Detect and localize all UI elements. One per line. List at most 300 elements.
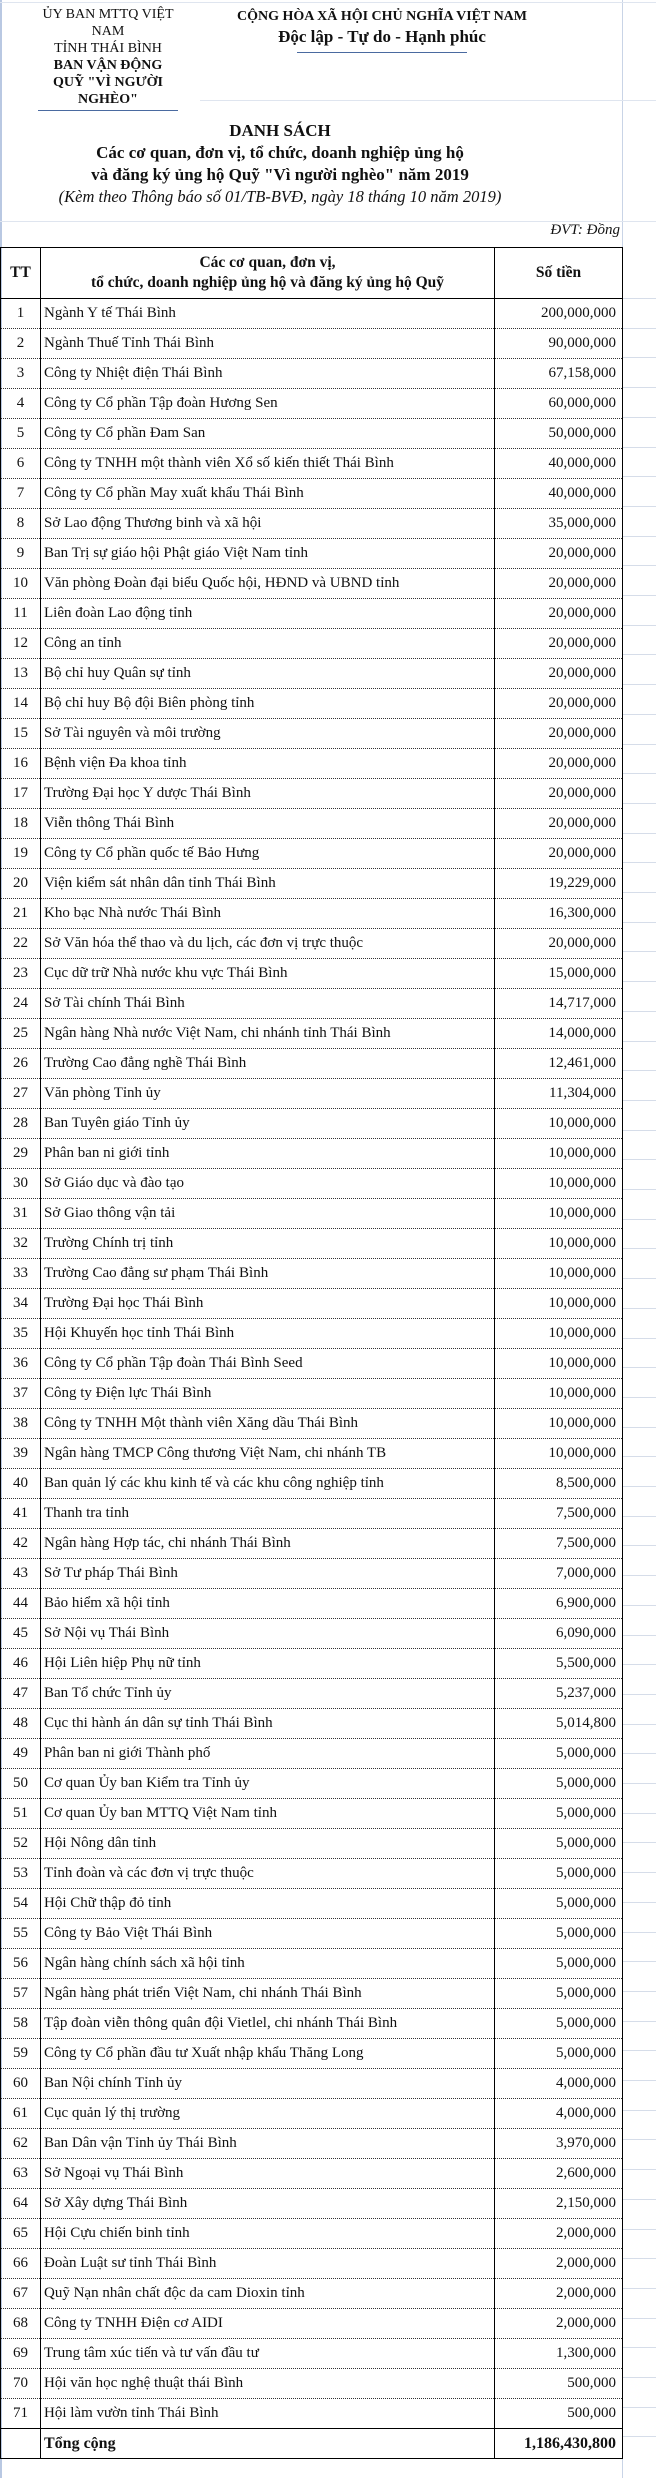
row-number: 61 xyxy=(1,2099,41,2129)
grid-hline xyxy=(622,1189,656,1190)
grid-hline xyxy=(622,2199,656,2200)
organization-name: Công an tỉnh xyxy=(41,629,495,659)
donation-amount: 20,000,000 xyxy=(495,539,623,569)
row-number: 27 xyxy=(1,1079,41,1109)
donation-amount: 67,158,000 xyxy=(495,359,623,389)
donation-amount: 20,000,000 xyxy=(495,839,623,869)
row-number: 68 xyxy=(1,2309,41,2339)
org-line-2: TỈNH THÁI BÌNH xyxy=(54,41,162,56)
donation-amount: 14,000,000 xyxy=(495,1019,623,1049)
donation-amount: 10,000,000 xyxy=(495,1229,623,1259)
table-row xyxy=(1,1409,623,1439)
document-title: DANH SÁCH xyxy=(229,121,331,140)
row-number: 18 xyxy=(1,809,41,839)
row-number: 20 xyxy=(1,869,41,899)
donation-amount: 10,000,000 xyxy=(495,1439,623,1469)
donation-amount: 10,000,000 xyxy=(495,1259,623,1289)
organization-name: Trường Cao đẳng nghề Thái Bình xyxy=(41,1049,495,1079)
column-header-name xyxy=(41,248,495,299)
organization-name: Công ty Cổ phần Tập đoàn Thái Bình Seed xyxy=(41,1349,495,1379)
grid-hline xyxy=(622,1961,656,1962)
grid-hline xyxy=(622,357,656,358)
table-row xyxy=(1,329,623,359)
table-row xyxy=(1,1169,623,1199)
row-number: 9 xyxy=(1,539,41,569)
donation-amount: 2,600,000 xyxy=(495,2159,623,2189)
organization-name: Ngân hàng phát triển Việt Nam, chi nhánh Thái Bình xyxy=(41,1979,495,2009)
donation-amount: 6,090,000 xyxy=(495,1619,623,1649)
currency-unit-label: ĐVT: Đồng xyxy=(550,222,620,238)
organization-name: Sở Nội vụ Thái Bình xyxy=(41,1619,495,1649)
donation-amount: 500,000 xyxy=(495,2369,623,2399)
donation-amount: 20,000,000 xyxy=(495,659,623,689)
organization-name: Ban Trị sự giáo hội Phật giáo Việt Nam tỉnh xyxy=(41,539,495,569)
donation-amount: 5,000,000 xyxy=(495,2009,623,2039)
grid-hline xyxy=(622,1545,656,1546)
national-header xyxy=(232,8,532,53)
row-number: 32 xyxy=(1,1229,41,1259)
table-row xyxy=(1,479,623,509)
donation-amount: 6,900,000 xyxy=(495,1589,623,1619)
row-number: 12 xyxy=(1,629,41,659)
organization-name: Sở Tài chính Thái Bình xyxy=(41,989,495,1019)
row-number: 64 xyxy=(1,2189,41,2219)
donation-amount: 12,461,000 xyxy=(495,1049,623,1079)
organization-name: Ban quản lý các khu kinh tế và các khu công nghiệp tỉnh xyxy=(41,1469,495,1499)
grid-hline xyxy=(622,2436,656,2437)
donation-amount: 500,000 xyxy=(495,2399,623,2429)
donation-amount: 5,000,000 xyxy=(495,2039,623,2069)
organization-name: Ngân hàng Nhà nước Việt Nam, chi nhánh tỉnh Thái Bình xyxy=(41,1019,495,1049)
row-number: 13 xyxy=(1,659,41,689)
row-number: 25 xyxy=(1,1019,41,1049)
donation-amount: 5,000,000 xyxy=(495,1769,623,1799)
donation-amount: 20,000,000 xyxy=(495,629,623,659)
table-row xyxy=(1,1469,623,1499)
row-number: 69 xyxy=(1,2339,41,2369)
row-number: 24 xyxy=(1,989,41,1019)
table-row xyxy=(1,1859,623,1889)
donation-amount: 20,000,000 xyxy=(495,719,623,749)
donation-amount: 11,304,000 xyxy=(495,1079,623,1109)
row-number: 60 xyxy=(1,2069,41,2099)
table-row xyxy=(1,2129,623,2159)
row-number: 10 xyxy=(1,569,41,599)
table-row xyxy=(1,1799,623,1829)
organization-name: Ngành Thuế Tỉnh Thái Bình xyxy=(41,329,495,359)
organization-name: Bệnh viện Đa khoa tỉnh xyxy=(41,749,495,779)
table-row xyxy=(1,1979,623,2009)
organization-name: Liên đoàn Lao động tỉnh xyxy=(41,599,495,629)
table-row xyxy=(1,719,623,749)
organization-name: Bộ chỉ huy Bộ đội Biên phòng tỉnh xyxy=(41,689,495,719)
row-number: 59 xyxy=(1,2039,41,2069)
row-number: 42 xyxy=(1,1529,41,1559)
grid-hline xyxy=(622,1575,656,1576)
document-reference-note: (Kèm theo Thông báo số 01/TB-BVĐ, ngày 18 tháng 10 năm 2019) xyxy=(58,187,502,206)
grid-hline xyxy=(622,1664,656,1665)
organization-name: Sở Tư pháp Thái Bình xyxy=(41,1559,495,1589)
table-row xyxy=(1,299,623,329)
donation-amount: 15,000,000 xyxy=(495,959,623,989)
row-number: 62 xyxy=(1,2129,41,2159)
donation-amount: 40,000,000 xyxy=(495,449,623,479)
organization-name: Cơ quan Ủy ban MTTQ Việt Nam tỉnh xyxy=(41,1799,495,1829)
table-row xyxy=(1,2009,623,2039)
column-header-amount: Số tiền xyxy=(495,248,623,299)
row-number: 63 xyxy=(1,2159,41,2189)
donation-amount: 10,000,000 xyxy=(495,1349,623,1379)
table-row xyxy=(1,1919,623,1949)
table-row xyxy=(1,2219,623,2249)
grid-hline xyxy=(622,1991,656,1992)
donation-amount: 3,970,000 xyxy=(495,2129,623,2159)
table-row xyxy=(1,1829,623,1859)
table-row xyxy=(1,1109,623,1139)
table-row xyxy=(1,1619,623,1649)
grid-hline xyxy=(622,2318,656,2319)
table-row xyxy=(1,929,623,959)
row-number: 50 xyxy=(1,1769,41,1799)
donation-amount: 2,000,000 xyxy=(495,2279,623,2309)
row-number: 4 xyxy=(1,389,41,419)
organization-name: Sở Lao động Thương binh và xã hội xyxy=(41,509,495,539)
grid-hline xyxy=(622,447,656,448)
table-row xyxy=(1,2099,623,2129)
grid-hline xyxy=(622,1724,656,1725)
row-number: 19 xyxy=(1,839,41,869)
donation-amount: 10,000,000 xyxy=(495,1139,623,1169)
org-line-1: ỦY BAN MTTQ VIỆT NAM xyxy=(42,7,174,39)
table-row xyxy=(1,2279,623,2309)
donation-amount: 90,000,000 xyxy=(495,329,623,359)
table-row xyxy=(1,839,623,869)
row-number: 11 xyxy=(1,599,41,629)
national-motto: Độc lập - Tự do - Hạnh phúc xyxy=(278,27,486,46)
table-row xyxy=(1,1739,623,1769)
grid-hline xyxy=(622,833,656,834)
row-number: 55 xyxy=(1,1919,41,1949)
table-row xyxy=(1,1079,623,1109)
grid-hline xyxy=(622,536,656,537)
grid-hline xyxy=(622,1842,656,1843)
organization-name: Hội Khuyến học tỉnh Thái Bình xyxy=(41,1319,495,1349)
grid-hline xyxy=(622,1902,656,1903)
total-label: Tổng cộng xyxy=(41,2429,495,2459)
organization-name: Sở Tài nguyên và môi trường xyxy=(41,719,495,749)
donation-amount: 4,000,000 xyxy=(495,2069,623,2099)
motto-underline xyxy=(297,52,467,53)
row-number: 46 xyxy=(1,1649,41,1679)
table-row xyxy=(1,1949,623,1979)
row-number: 23 xyxy=(1,959,41,989)
organization-name: Ngân hàng chính sách xã hội tỉnh xyxy=(41,1949,495,1979)
donation-amount: 19,229,000 xyxy=(495,869,623,899)
organization-name: Công ty Cổ phần đầu tư Xuất nhập khẩu Thăng Long xyxy=(41,2039,495,2069)
table-row xyxy=(1,1709,623,1739)
grid-hline xyxy=(622,1159,656,1160)
row-number: 39 xyxy=(1,1439,41,1469)
table-row xyxy=(1,2069,623,2099)
table-row xyxy=(1,899,623,929)
grid-hline xyxy=(622,1219,656,1220)
organization-name: Trường Cao đẳng sư phạm Thái Bình xyxy=(41,1259,495,1289)
organization-name: Viễn thông Thái Bình xyxy=(41,809,495,839)
table-row xyxy=(1,599,623,629)
grid-hline xyxy=(622,744,656,745)
org-line-4: QUỸ "VÌ NGƯỜI NGHÈO" xyxy=(53,75,163,107)
grid-hline xyxy=(622,417,656,418)
row-number: 31 xyxy=(1,1199,41,1229)
table-row xyxy=(1,569,623,599)
table-row xyxy=(1,2309,623,2339)
grid-hline xyxy=(622,1516,656,1517)
grid-hline xyxy=(622,1278,656,1279)
table-row xyxy=(1,1319,623,1349)
organization-name: Cơ quan Ủy ban Kiểm tra Tỉnh ủy xyxy=(41,1769,495,1799)
grid-hline xyxy=(622,2050,656,2051)
donation-amount: 2,000,000 xyxy=(495,2219,623,2249)
table-row xyxy=(1,1589,623,1619)
table-row xyxy=(1,1769,623,1799)
organization-name: Cục dữ trữ Nhà nước khu vực Thái Bình xyxy=(41,959,495,989)
organization-name: Ban Tổ chức Tỉnh ủy xyxy=(41,1679,495,1709)
organization-name: Văn phòng Tỉnh ủy xyxy=(41,1079,495,1109)
table-row xyxy=(1,389,623,419)
organization-name: Công ty Cổ phần quốc tế Bảo Hưng xyxy=(41,839,495,869)
row-number: 30 xyxy=(1,1169,41,1199)
issuing-organization xyxy=(28,6,188,111)
organization-name: Cục thi hành án dân sự tỉnh Thái Bình xyxy=(41,1709,495,1739)
organization-name: Sở Giao thông vận tải xyxy=(41,1199,495,1229)
grid-hline xyxy=(622,1367,656,1368)
donation-amount: 7,500,000 xyxy=(495,1529,623,1559)
organization-name: Công ty Bảo Việt Thái Bình xyxy=(41,1919,495,1949)
table-row xyxy=(1,2189,623,2219)
donation-amount: 5,000,000 xyxy=(495,1889,623,1919)
organization-name: Công ty Cổ phần Đam San xyxy=(41,419,495,449)
grid-hline xyxy=(622,2021,656,2022)
organization-name: Công ty Cổ phần Tập đoàn Hương Sen xyxy=(41,389,495,419)
organization-name: Công ty Cổ phần May xuất khẩu Thái Bình xyxy=(41,479,495,509)
grid-hline xyxy=(622,1813,656,1814)
row-number: 5 xyxy=(1,419,41,449)
grid-hline xyxy=(622,2229,656,2230)
grid-hline xyxy=(200,100,656,101)
row-number: 49 xyxy=(1,1739,41,1769)
donation-amount: 5,500,000 xyxy=(495,1649,623,1679)
country-name: CỘNG HÒA XÃ HỘI CHỦ NGHĨA VIỆT NAM xyxy=(236,9,527,24)
grid-hline xyxy=(622,1130,656,1131)
row-number: 36 xyxy=(1,1349,41,1379)
row-number: 44 xyxy=(1,1589,41,1619)
donor-table xyxy=(0,247,623,2459)
row-number: 35 xyxy=(1,1319,41,1349)
table-row xyxy=(1,449,623,479)
donation-amount: 20,000,000 xyxy=(495,599,623,629)
table-header-row xyxy=(1,248,623,299)
table-row xyxy=(1,1679,623,1709)
grid-hline xyxy=(622,654,656,655)
org-line-3: BAN VẬN ĐỘNG xyxy=(53,58,163,73)
table-row xyxy=(1,989,623,1019)
donation-amount: 10,000,000 xyxy=(495,1289,623,1319)
organization-name: Ban Nội chính Tỉnh ủy xyxy=(41,2069,495,2099)
grid-hline xyxy=(622,1635,656,1636)
donation-amount: 20,000,000 xyxy=(495,749,623,779)
grid-hline xyxy=(622,1338,656,1339)
row-number: 45 xyxy=(1,1619,41,1649)
grid-hline xyxy=(622,773,656,774)
grid-hline xyxy=(622,565,656,566)
table-row xyxy=(1,2369,623,2399)
table-row xyxy=(1,1559,623,1589)
table-row xyxy=(1,1049,623,1079)
donation-amount: 5,014,800 xyxy=(495,1709,623,1739)
column-header-name-line-1: Các cơ quan, đơn vị, xyxy=(199,254,336,271)
organization-name: Sở Ngoại vụ Thái Bình xyxy=(41,2159,495,2189)
row-number: 6 xyxy=(1,449,41,479)
grid-hline xyxy=(622,328,656,329)
organization-name: Công ty Nhiệt điện Thái Bình xyxy=(41,359,495,389)
document-title-block xyxy=(0,120,560,208)
grid-hline xyxy=(622,862,656,863)
row-number: 28 xyxy=(1,1109,41,1139)
donation-amount: 40,000,000 xyxy=(495,479,623,509)
row-number: 54 xyxy=(1,1889,41,1919)
organization-name: Tỉnh đoàn và các đơn vị trực thuộc xyxy=(41,1859,495,1889)
donation-amount: 10,000,000 xyxy=(495,1169,623,1199)
organization-name: Hội văn học nghệ thuật thái Bình xyxy=(41,2369,495,2399)
donation-amount: 20,000,000 xyxy=(495,689,623,719)
table-row xyxy=(1,1529,623,1559)
document-subtitle-2: và đăng ký ủng hộ Quỹ "Vì người nghèo" năm 2019 xyxy=(91,165,469,184)
row-number: 1 xyxy=(1,299,41,329)
donation-amount: 7,000,000 xyxy=(495,1559,623,1589)
donation-amount: 5,000,000 xyxy=(495,1799,623,1829)
donation-amount: 20,000,000 xyxy=(495,809,623,839)
row-number: 67 xyxy=(1,2279,41,2309)
organization-name: Viện kiểm sát nhân dân tỉnh Thái Bình xyxy=(41,869,495,899)
row-number: 22 xyxy=(1,929,41,959)
donation-amount: 10,000,000 xyxy=(495,1199,623,1229)
donation-amount: 5,000,000 xyxy=(495,1919,623,1949)
organization-name: Hội Liên hiệp Phụ nữ tỉnh xyxy=(41,1649,495,1679)
grid-hline xyxy=(622,1694,656,1695)
organization-name: Sở Giáo dục và đào tạo xyxy=(41,1169,495,1199)
total-row xyxy=(1,2429,623,2459)
row-number: 26 xyxy=(1,1049,41,1079)
grid-hline xyxy=(622,684,656,685)
row-number: 70 xyxy=(1,2369,41,2399)
donation-amount: 5,000,000 xyxy=(495,1859,623,1889)
organization-name: Trường Đại học Y dược Thái Bình xyxy=(41,779,495,809)
organization-name: Cục quản lý thị trường xyxy=(41,2099,495,2129)
table-row xyxy=(1,1199,623,1229)
donation-amount: 5,000,000 xyxy=(495,1739,623,1769)
table-row xyxy=(1,1139,623,1169)
donation-amount: 20,000,000 xyxy=(495,779,623,809)
row-number: 15 xyxy=(1,719,41,749)
grid-hline xyxy=(0,2,656,3)
organization-name: Công ty TNHH một thành viên Xổ số kiến thiết Thái Bình xyxy=(41,449,495,479)
grid-hline xyxy=(622,2347,656,2348)
organization-name: Công ty TNHH Một thành viên Xăng dầu Thái Bình xyxy=(41,1409,495,1439)
row-number: 47 xyxy=(1,1679,41,1709)
row-number: 65 xyxy=(1,2219,41,2249)
grid-hline xyxy=(622,1486,656,1487)
table-row xyxy=(1,869,623,899)
organization-name: Công ty Điện lực Thái Bình xyxy=(41,1379,495,1409)
organization-name: Trung tâm xúc tiến và tư vấn đầu tư xyxy=(41,2339,495,2369)
organization-name: Văn phòng Đoàn đại biểu Quốc hội, HĐND và UBND tỉnh xyxy=(41,569,495,599)
table-row xyxy=(1,359,623,389)
row-number: 38 xyxy=(1,1409,41,1439)
row-number: 71 xyxy=(1,2399,41,2429)
grid-hline xyxy=(622,506,656,507)
grid-hline xyxy=(622,1397,656,1398)
row-number: 33 xyxy=(1,1259,41,1289)
row-number: 7 xyxy=(1,479,41,509)
table-row xyxy=(1,1889,623,1919)
grid-hline xyxy=(622,951,656,952)
row-number: 43 xyxy=(1,1559,41,1589)
organization-name: Phân ban ni giới Thành phố xyxy=(41,1739,495,1769)
row-number: 52 xyxy=(1,1829,41,1859)
donation-amount: 5,000,000 xyxy=(495,1949,623,1979)
table-row xyxy=(1,1289,623,1319)
donation-amount: 2,000,000 xyxy=(495,2249,623,2279)
organization-name: Bộ chỉ huy Quân sự tỉnh xyxy=(41,659,495,689)
row-number: 40 xyxy=(1,1469,41,1499)
organization-name: Ban Dân vận Tỉnh ủy Thái Bình xyxy=(41,2129,495,2159)
organization-name: Sở Xây dựng Thái Bình xyxy=(41,2189,495,2219)
donation-amount: 8,500,000 xyxy=(495,1469,623,1499)
organization-name: Sở Văn hóa thể thao và du lịch, các đơn vị trực thuộc xyxy=(41,929,495,959)
organization-name: Hội Cựu chiến binh tỉnh xyxy=(41,2219,495,2249)
column-header-name-line-2: tổ chức, doanh nghiệp ủng hộ và đăng ký ủng hộ Quỹ xyxy=(90,274,444,291)
organization-name: Ngân hàng TMCP Công thương Việt Nam, chi nhánh TB xyxy=(41,1439,495,1469)
organization-name: Bảo hiểm xã hội tỉnh xyxy=(41,1589,495,1619)
organization-name: Kho bạc Nhà nước Thái Bình xyxy=(41,899,495,929)
donation-amount: 10,000,000 xyxy=(495,1379,623,1409)
organization-name: Tập đoàn viễn thông quân đội Vietlel, chi nhánh Thái Bình xyxy=(41,2009,495,2039)
table-row xyxy=(1,2249,623,2279)
grid-hline xyxy=(622,803,656,804)
row-number: 8 xyxy=(1,509,41,539)
grid-hline xyxy=(622,2288,656,2289)
donation-amount: 7,500,000 xyxy=(495,1499,623,1529)
grid-hline xyxy=(622,2139,656,2140)
organization-name: Phân ban ni giới tỉnh xyxy=(41,1139,495,1169)
donation-amount: 60,000,000 xyxy=(495,389,623,419)
table-row xyxy=(1,809,623,839)
donation-amount: 10,000,000 xyxy=(495,1109,623,1139)
grid-hline xyxy=(622,595,656,596)
row-number: 17 xyxy=(1,779,41,809)
grid-hline xyxy=(622,1100,656,1101)
row-number: 41 xyxy=(1,1499,41,1529)
donation-amount: 5,237,000 xyxy=(495,1679,623,1709)
table-row xyxy=(1,539,623,569)
grid-hline xyxy=(622,476,656,477)
table-row xyxy=(1,1259,623,1289)
grid-hline xyxy=(622,1932,656,1933)
donation-amount: 35,000,000 xyxy=(495,509,623,539)
grid-hline xyxy=(622,2407,656,2408)
grid-hline xyxy=(622,298,656,299)
grid-hline xyxy=(622,2258,656,2259)
